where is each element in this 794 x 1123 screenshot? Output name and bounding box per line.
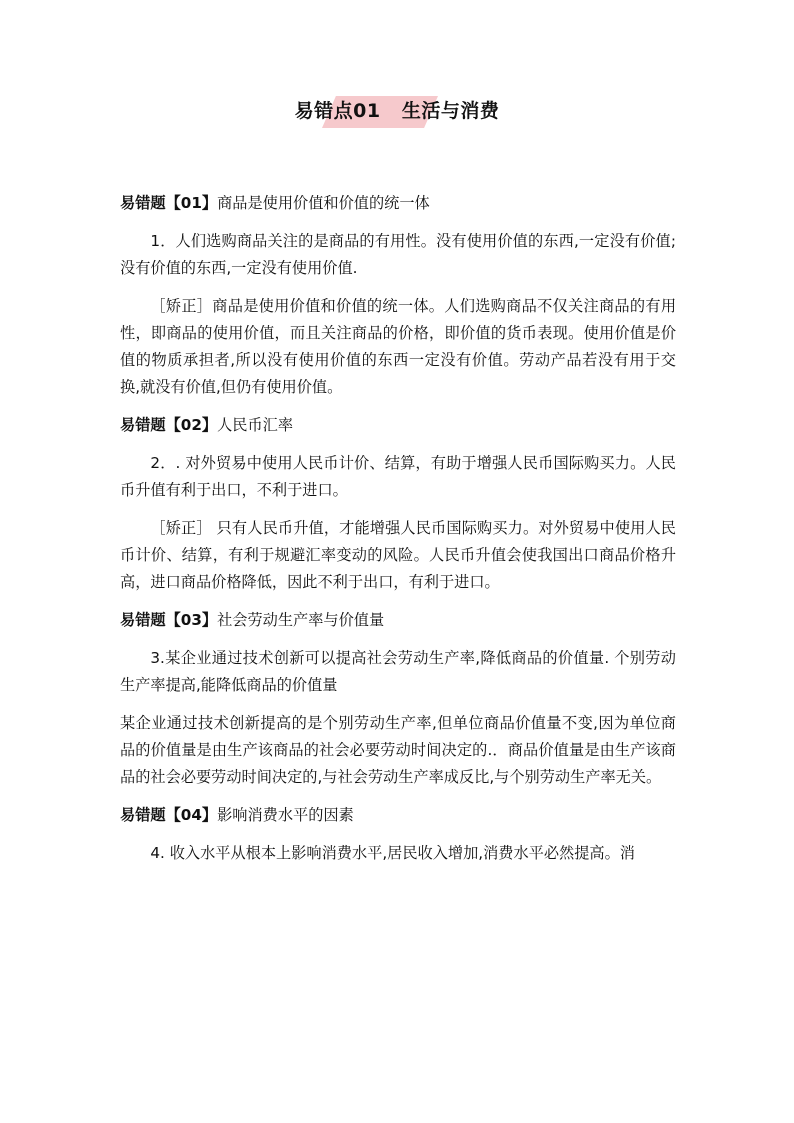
section-heading-02	[120, 412, 676, 439]
correction-paragraph: ［矫正］商品是使用价值和价值的统一体。人们选购商品不仅关注商品的有用性，即商品的使用价值，而且关注商品的价格，即价值的货币表现。使用价值是价值的物质承担者,所以没有使用价值的东西一定没有价值。劳动产品若没有用于交换,就没有价值,但仍有使用价值。	[120, 297, 676, 396]
section-heading-01	[120, 190, 676, 217]
section-label: 易错题【01】	[120, 194, 218, 212]
section-title: 影响消费水平的因素	[217, 806, 354, 824]
section-title: 商品是使用价值和价值的统一体	[217, 194, 430, 212]
statement-paragraph: 1．人们选购商品关注的是商品的有用性。没有使用价值的东西,一定没有价值;没有价值的东西,一定没有使用价值.	[120, 232, 676, 277]
statement-paragraph: 3.某企业通过技术创新可以提高社会劳动生产率,降低商品的价值量. 个别劳动生产率提高,能降低商品的价值量	[120, 649, 676, 694]
correction-paragraph: ［矫正］ 只有人民币升值，才能增强人民币国际购买力。对外贸易中使用人民币计价、结算，有利于规避汇率变动的风险。人民币升值会使我国出口商品价格升高，进口商品价格降低，因此不利于出口，有利于进口。	[120, 519, 676, 591]
section-label: 易错题【04】	[120, 806, 218, 824]
section-label: 易错题【03】	[120, 611, 218, 629]
correction-paragraph: 某企业通过技术创新提高的是个别劳动生产率,但单位商品价值量不变,因为单位商品的价值量是由生产该商品的社会必要劳动时间决定的.．商品价值量是由生产该商品的社会必要劳动时间决定的,与社会劳动生产率成反比,与个别劳动生产率无关。	[120, 714, 676, 786]
section-heading-03	[120, 607, 676, 634]
section-title: 社会劳动生产率与价值量	[217, 611, 385, 629]
section-title: 人民币汇率	[217, 416, 294, 434]
document-body	[120, 190, 676, 878]
title-area	[0, 86, 794, 130]
section-heading-04	[120, 802, 676, 829]
section-label: 易错题【02】	[120, 416, 218, 434]
statement-paragraph: 2．. 对外贸易中使用人民币计价、结算，有助于增强人民币国际购买力。人民币升值有利于出口，不利于进口。	[120, 454, 676, 499]
page-title: 易错点01 生活与消费	[294, 100, 500, 122]
statement-paragraph: 4. 收入水平从根本上影响消费水平,居民收入增加,消费水平必然提高。消	[150, 844, 635, 862]
